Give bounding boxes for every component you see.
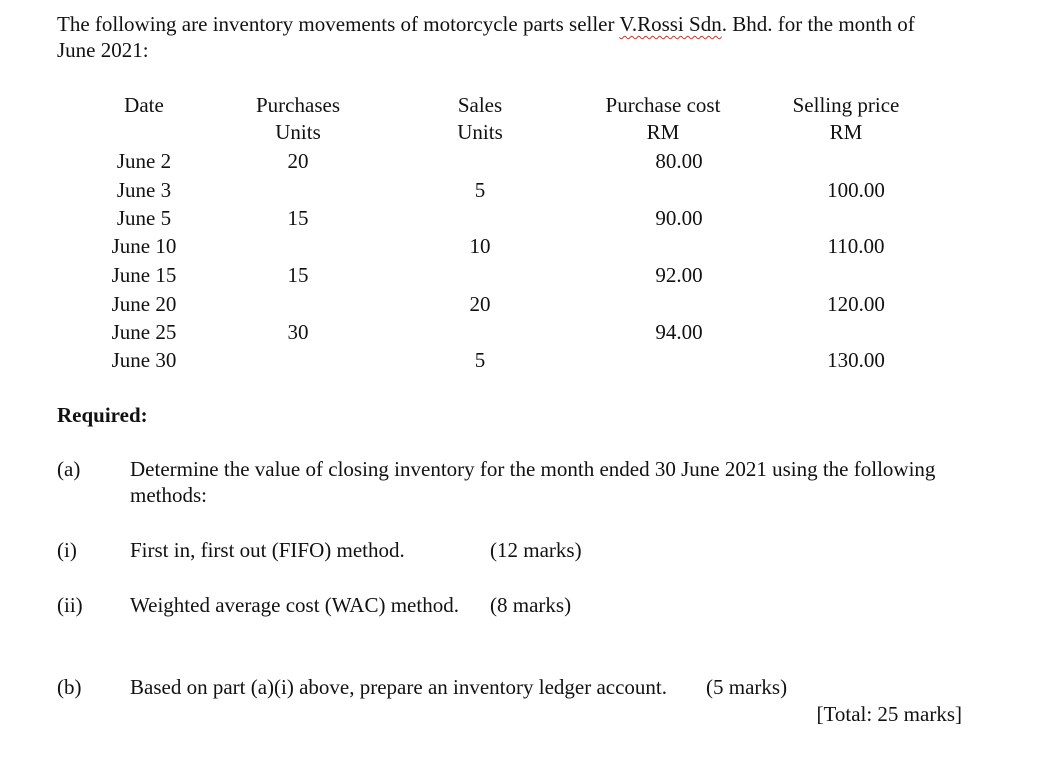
total-marks: [Total: 25 marks]: [816, 702, 962, 726]
cell-date: June 30: [111, 348, 177, 372]
cell-purchase-cost: 94.00: [655, 320, 703, 344]
part-a-i-label: (i): [57, 538, 77, 562]
cell-selling-price: 130.00: [827, 348, 885, 372]
header-purchases-unit: Units: [275, 120, 321, 144]
cell-purchases: 15: [287, 206, 309, 230]
header-purchases: Purchases: [256, 93, 340, 117]
cell-date: June 3: [116, 178, 172, 202]
cell-purchase-cost: 92.00: [655, 263, 703, 287]
header-selling-price: Selling price: [792, 93, 900, 117]
cell-sales: 5: [474, 178, 486, 202]
cell-date: June 15: [111, 263, 177, 287]
cell-sales: 20: [469, 292, 491, 316]
part-a-ii-text: Weighted average cost (WAC) method.: [130, 593, 459, 617]
cell-purchases: 30: [287, 320, 309, 344]
cell-date: June 25: [111, 320, 177, 344]
part-a-ii-label: (ii): [57, 593, 83, 617]
part-b-marks: (5 marks): [706, 675, 788, 699]
cell-sales: 5: [474, 348, 486, 372]
header-date: Date: [124, 93, 164, 117]
cell-date: June 5: [116, 206, 172, 230]
part-a-text-line-2: methods:: [130, 483, 207, 507]
cell-purchase-cost: 80.00: [655, 149, 703, 173]
header-sales: Sales: [457, 93, 503, 117]
cell-date: June 20: [111, 292, 177, 316]
part-a-label: (a): [57, 457, 81, 481]
intro-text-before: The following are inventory movements of motorcycle parts seller: [57, 12, 620, 36]
intro-line-2: June 2021:: [57, 38, 149, 62]
company-name: V.Rossi Sdn: [619, 12, 722, 36]
header-sales-unit: Units: [457, 120, 503, 144]
cell-purchases: 15: [287, 263, 309, 287]
cell-purchase-cost: 90.00: [655, 206, 703, 230]
required-heading: Required:: [57, 403, 148, 427]
part-a-i-marks: (12 marks): [490, 538, 582, 562]
part-b-text: Based on part (a)(i) above, prepare an inventory ledger account.: [130, 675, 668, 699]
header-selling-price-unit: RM: [829, 120, 863, 144]
part-b-label: (b): [57, 675, 82, 699]
cell-sales: 10: [469, 234, 491, 258]
part-a-text-line-1: Determine the value of closing inventory for the month ended 30 June 2021 using the following: [130, 457, 936, 481]
header-purchase-cost-unit: RM: [646, 120, 680, 144]
header-purchase-cost: Purchase cost: [605, 93, 721, 117]
part-a-i-text: First in, first out (FIFO) method.: [130, 538, 405, 562]
cell-purchases: 20: [287, 149, 309, 173]
intro-text-after: . Bhd. for the month of: [721, 12, 915, 36]
cell-date: June 10: [111, 234, 177, 258]
intro-line-1: [57, 14, 915, 35]
cell-selling-price: 120.00: [827, 292, 885, 316]
part-a-ii-marks: (8 marks): [490, 593, 572, 617]
cell-selling-price: 110.00: [827, 234, 885, 258]
cell-selling-price: 100.00: [827, 178, 885, 202]
cell-date: June 2: [116, 149, 172, 173]
